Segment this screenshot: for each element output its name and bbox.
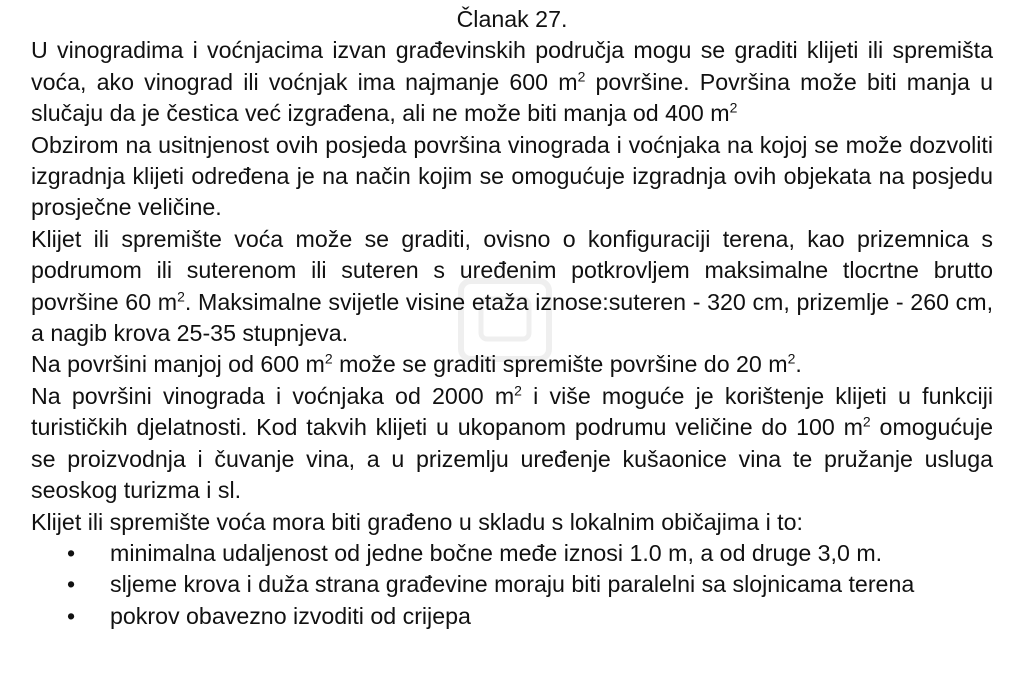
paragraph-3 xyxy=(31,224,993,350)
superscript-squared: 2 xyxy=(787,350,796,367)
paragraph-1-text-a: U vinogradima i voćnjacima izvan građevinskih područja mogu se graditi klijeti ili spremišta voća, ako vinograd ili voćnjak ima najmanje 600 m xyxy=(31,37,993,95)
list-item xyxy=(31,569,993,600)
requirements-list xyxy=(31,538,993,632)
paragraph-5-text-b: i više moguće je korištenje klijeti u funkciji turističkih djelatnosti. Kod takvih klijeti u ukopanom podrumu veličine do 100 m xyxy=(31,382,993,441)
paragraph-2: Obzirom na usitnjenost ovih posjeda površina vinograda i voćnjaka na kojoj se može dozvoliti izgradnja klijeti određena je na način kojim se omogućuje izgradnja ovih objekata na posjedu prosječne veličine. xyxy=(31,131,993,221)
superscript-squared: 2 xyxy=(862,413,871,430)
superscript-squared: 2 xyxy=(324,350,333,367)
list-item-text: pokrov obavezno izvoditi od crijepa xyxy=(110,602,471,629)
bullet-icon: • xyxy=(67,539,76,566)
paragraph-3-text-a: Klijet ili spremište voća može se graditi, ovisno o konfiguraciji terena, kao prizemnica s podrumom ili suterenom ili suteren s uređenim potkrovljem maksimalne tlocrtne brutto površine 60 m xyxy=(31,225,993,315)
superscript-squared: 2 xyxy=(577,68,586,85)
paragraph-4-text-b: može se graditi spremište površine do 20 m xyxy=(332,351,788,378)
paragraph-4-text-a: Na površini manjoj od 600 m xyxy=(31,351,325,378)
paragraph-5 xyxy=(31,381,993,507)
bullet-icon: • xyxy=(67,571,76,598)
superscript-squared: 2 xyxy=(514,382,522,399)
paragraph-5-text-a: Na površini vinograda i voćnjaka od 2000 m xyxy=(31,382,515,409)
list-item-text: minimalna udaljenost od jedne bočne međe iznosi 1.0 m, a od druge 3,0 m. xyxy=(110,539,883,566)
list-item xyxy=(31,538,993,569)
paragraph-5-text-c: omogućuje se proizvodnja i čuvanje vina, a u prizemlju uređenje kušaonice vina te pružanje usluga seoskog turizma i sl. xyxy=(31,414,993,504)
superscript-squared: 2 xyxy=(729,99,738,116)
paragraph-3-text-b: . Maksimalne svijetle visine etaža iznose:suteren - 320 cm, prizemlje - 260 cm, a nagib krova 25-35 stupnjeva. xyxy=(31,288,994,347)
list-item xyxy=(31,601,993,632)
bullet-icon: • xyxy=(67,602,76,629)
paragraph-4 xyxy=(31,349,993,380)
paragraph-4-text-c: . xyxy=(795,351,802,378)
superscript-squared: 2 xyxy=(177,287,185,304)
list-item-text: sljeme krova i duža strana građevine moraju biti paralelni sa slojnicama terena xyxy=(110,571,915,598)
paragraph-1-text-b: površine. Površina može biti manja u slučaju da je čestica već izgrađena, ali ne može biti manja od 400 m xyxy=(31,68,993,127)
paragraph-1 xyxy=(31,35,993,129)
paragraph-6: Klijet ili spremište voća mora biti građeno u skladu s lokalnim običajima i to: xyxy=(31,508,803,535)
article-title: Članak 27. xyxy=(456,6,568,32)
